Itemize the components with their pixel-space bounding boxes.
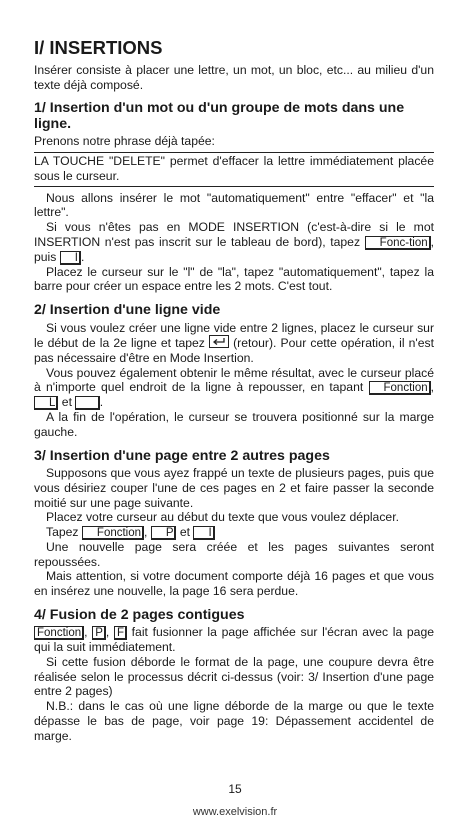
- section-2-paragraph-1: [34, 321, 434, 366]
- section-4-paragraph-3: N.B.: dans le cas où une ligne déborde de la marge ou que le texte dépasse le bas de page, voir page 19: Dépassement accidentel de marge.: [34, 699, 434, 743]
- manual-page: [34, 38, 434, 743]
- section-1-paragraph-1: Nous allons insérer le mot "automatiquement" entre "effacer" et "la lettre".: [34, 190, 434, 220]
- section-4-paragraph-1: [34, 625, 434, 655]
- section-3-paragraph-5: Mais attention, si votre document comporte déjà 16 pages et que vous en insérez une nouvelle, la page 16 sera perdue.: [34, 569, 434, 599]
- i-key: I: [60, 251, 81, 265]
- section-3-paragraph-2: Placez votre curseur au début du texte que vous voulez déplacer.: [46, 510, 399, 525]
- blank-key: [75, 396, 99, 410]
- s4-p1-text-b: ,: [105, 625, 110, 640]
- page-number: 15: [228, 782, 242, 796]
- section-1-lead: Prenons notre phrase déjà tapée:: [34, 134, 215, 149]
- s3-p3-text-a: Tapez: [46, 525, 79, 540]
- section-4-heading: 4/ Fusion de 2 pages contigues: [34, 606, 245, 623]
- p-key: P: [92, 626, 106, 640]
- l-key: L: [34, 396, 58, 410]
- s3-p3-text-b: ,: [144, 525, 148, 540]
- fonction-key: Fonction: [82, 526, 144, 540]
- section-2-paragraph-3: A la fin de l'opération, le curseur se trouvera positionné sur la marge gauche.: [34, 410, 434, 440]
- fonction-key: Fonction: [369, 381, 431, 395]
- example-sentence: LA TOUCHE "DELETE" permet d'effacer la lettre immédiatement placée sous le curseur.: [34, 152, 434, 186]
- f-key: F: [114, 626, 127, 640]
- fonction-key: Fonction: [34, 626, 84, 640]
- s1-p2-text-a: Si vous n'êtes pas en MODE INSERTION (c'est-à-dire si le mot INSERTION n'est pas inscrit sur le tableau de bord), tapez: [34, 219, 434, 249]
- s1-p2-text-c: .: [80, 249, 85, 264]
- section-1-paragraph-2: [34, 220, 434, 265]
- section-1-paragraph-3: Placez le curseur sur le "l" de "la", tapez "automatiquement", tapez la barre pour créer un espace entre les 2 mots. C'est tout.: [34, 264, 434, 294]
- s2-p2-text-a: Vous pouvez également obtenir le même résultat, avec le curseur placé à n'importe quel endroit de la ligne à repousser, en tapant: [34, 365, 434, 395]
- s4-p1-text-c: fait fusionner la page affichée sur l'écran avec la page qui la suit immédiatement.: [34, 625, 435, 655]
- s2-p2-text-d: .: [99, 395, 104, 410]
- section-1-heading: 1/ Insertion d'un mot ou d'un groupe de mots dans une ligne.: [34, 100, 405, 132]
- s2-p1-text-a: Si vous voulez créer une ligne vide entre 2 lignes, placez le curseur sur le début de la 2e ligne et tapez: [34, 320, 434, 351]
- return-key-icon: [209, 335, 229, 348]
- section-3-paragraph-4: Une nouvelle page sera créée et les pages suivantes seront repoussées.: [34, 540, 434, 569]
- intro-text: Insérer consiste à placer une lettre, un mot, un bloc, etc... au milieu d'un texte déjà composé.: [34, 63, 434, 92]
- section-3-paragraph-3: [34, 525, 434, 540]
- footer-url: www.exelvision.fr: [192, 806, 278, 818]
- s2-p1-text-b: (retour). Pour cette opération, il n'est pas nécessaire d'être en Mode Insertion.: [34, 336, 435, 365]
- s2-p2-text-b: ,: [430, 380, 434, 395]
- p-key: P: [151, 526, 177, 540]
- section-2-paragraph-2: [34, 366, 434, 411]
- page-title: I/ INSERTIONS: [34, 37, 163, 58]
- s1-p2-text-b: , puis: [34, 234, 434, 264]
- i-key: I: [193, 526, 214, 540]
- s4-p1-text-a: ,: [84, 625, 88, 640]
- fonction-key: Fonc-tion: [365, 236, 431, 250]
- s3-p3-text-c: et: [179, 525, 191, 540]
- section-3-heading: 3/ Insertion d'une page entre 2 autres pages: [34, 447, 330, 464]
- section-4-paragraph-2: Si cette fusion déborde le format de la page, une coupure devra être réalisée selon le processus décrit ci-dessus (voir: 3/ Insertion d'une page entre 2 pages): [34, 655, 434, 699]
- s2-p2-text-c: et: [61, 395, 72, 410]
- section-2-heading: 2/ Insertion d'une ligne vide: [34, 302, 221, 319]
- section-3-paragraph-1: Supposons que vous ayez frappé un texte de plusieurs pages, puis que vous désiriez couper l'une de ces pages en 2 et faire passer la seconde moitié sur une page suivante.: [34, 466, 434, 510]
